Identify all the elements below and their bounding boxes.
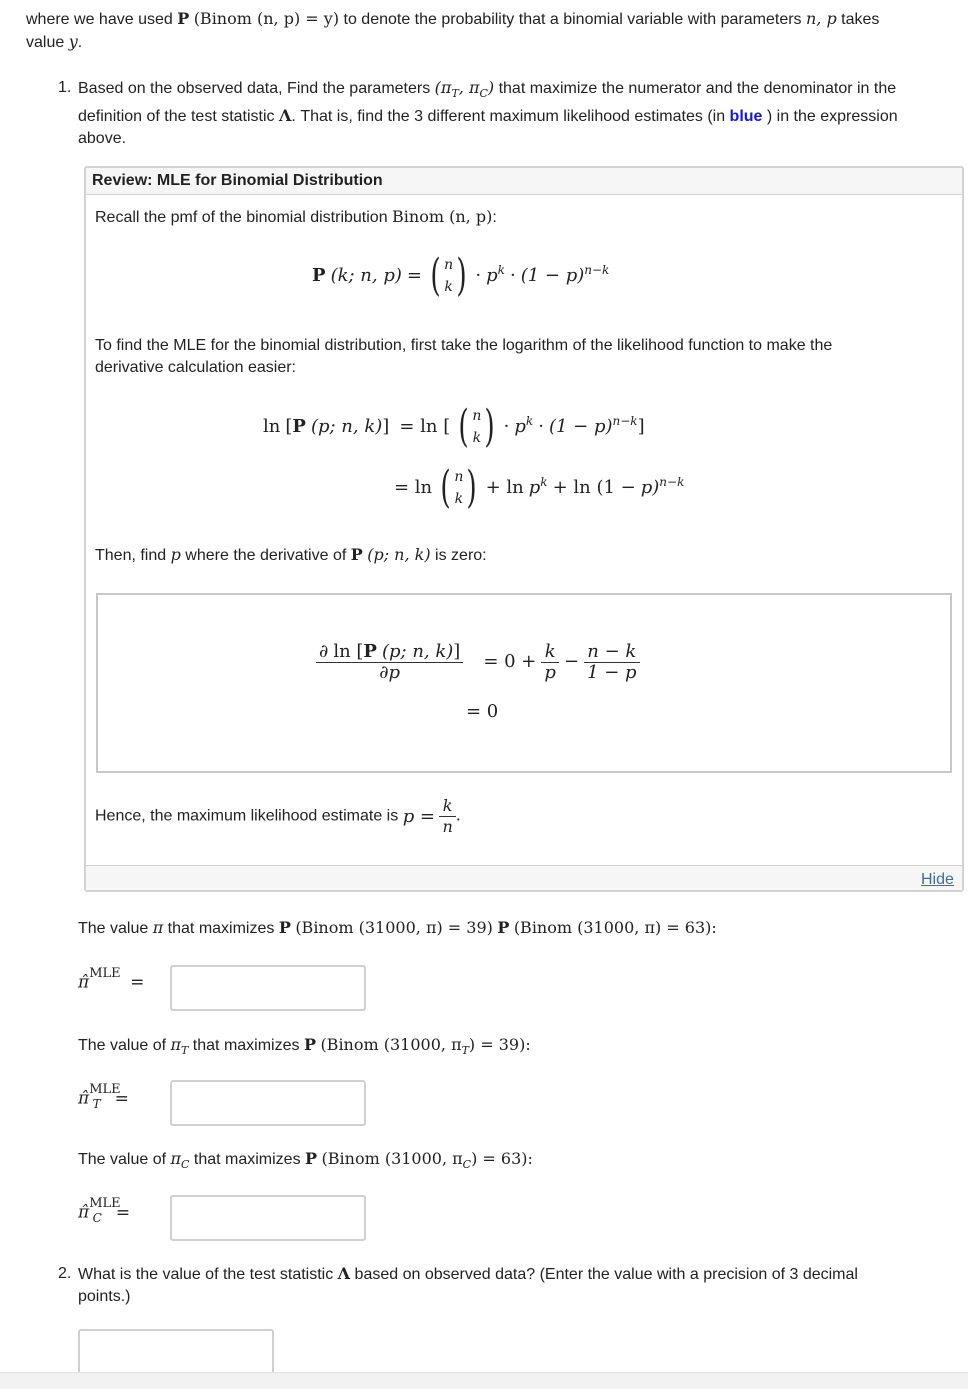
page-bottom-bar [0,1372,968,1389]
q2-number: 2. [58,1265,72,1282]
pi-mle-label: π̂$^{MLE}$ = [78,966,145,993]
derivative-formula: $\frac{\partial \ln [P (p; n, k)]}{\partial p}$ = 0 + $\frac{k}{p}$ − $\frac{n - k}{1 - p}$ [316,641,640,683]
pmf-formula: P (k; n, p) = ( n k ) · $p^k \cdot (1 - p)^{n-k}$ [312,250,610,301]
derivative-zero: = 0 [466,701,499,722]
intro-text: where we have used P (Binom (n, p) = y) to denote the probability that a binomial variable with parameters n, p takes value y. [26,9,880,51]
piC-mle-input[interactable] [170,1195,366,1241]
blue-keyword: blue [729,108,763,126]
review-then-text: Then, find p where the derivative of P (p; n, k) is zero: [95,545,487,564]
piC-mle-label: π̂$^{MLE}_C$ = [78,1196,131,1226]
review-footer [86,865,962,890]
q2-text: What is the value of the test statistic Λ based on observed data? (Enter the value with a precision of 3 decimal points.) [78,1264,858,1305]
review-recall-text: Recall the pmf of the binomial distribution Binom (n, p): [95,207,497,226]
derivative-box [96,593,952,773]
log-formula-line2: = ln ( n k ) + $\ln p^k + \ln (1 - p)^{n-k}$ [394,462,685,513]
q1-number: 1. [58,79,72,96]
pi-mle-input[interactable] [170,965,366,1011]
lambda-input[interactable] [78,1329,274,1375]
piC-description: The value of $\pi_C$ that maximizes P (Binom (31000, $\pi_C) = 63$): [78,1149,533,1172]
log-formula-line1: ln [P (p; n, k)] = ln [ ( n k ) · $p^k \cdot (1 - p)^{n-k}$] [263,401,645,452]
review-hence: Hence, the maximum likelihood estimate is p = $\frac{k}{n}$ . [95,796,461,836]
piT-mle-input[interactable] [170,1080,366,1126]
review-title: Review: MLE for Binomial Distribution [86,168,962,195]
piT-description: The value of $\pi_T$ that maximizes P (Binom (31000, $\pi_T) = 39$): [78,1035,531,1058]
q1-text: Based on the observed data, Find the parameters ($\pi_T$, $\pi_C$) that maximize the numerator and the denominator in the definition of the test statistic Λ. That is, find the 3 different maximum likelihood estimates (in blue ) in the expression above. [78,78,898,148]
review-log-text: To find the MLE for the binomial distribution, first take the logarithm of the likelihood function to make the derivative calculation easier: [95,337,833,376]
piT-mle-label: π̂$^{MLE}_T$ = [78,1082,129,1112]
hide-review-link[interactable]: Hide [921,871,954,888]
pi-description: The value π that maximizes P (Binom (31000, π) = 39) P (Binom (31000, π) = 63): [78,918,717,937]
